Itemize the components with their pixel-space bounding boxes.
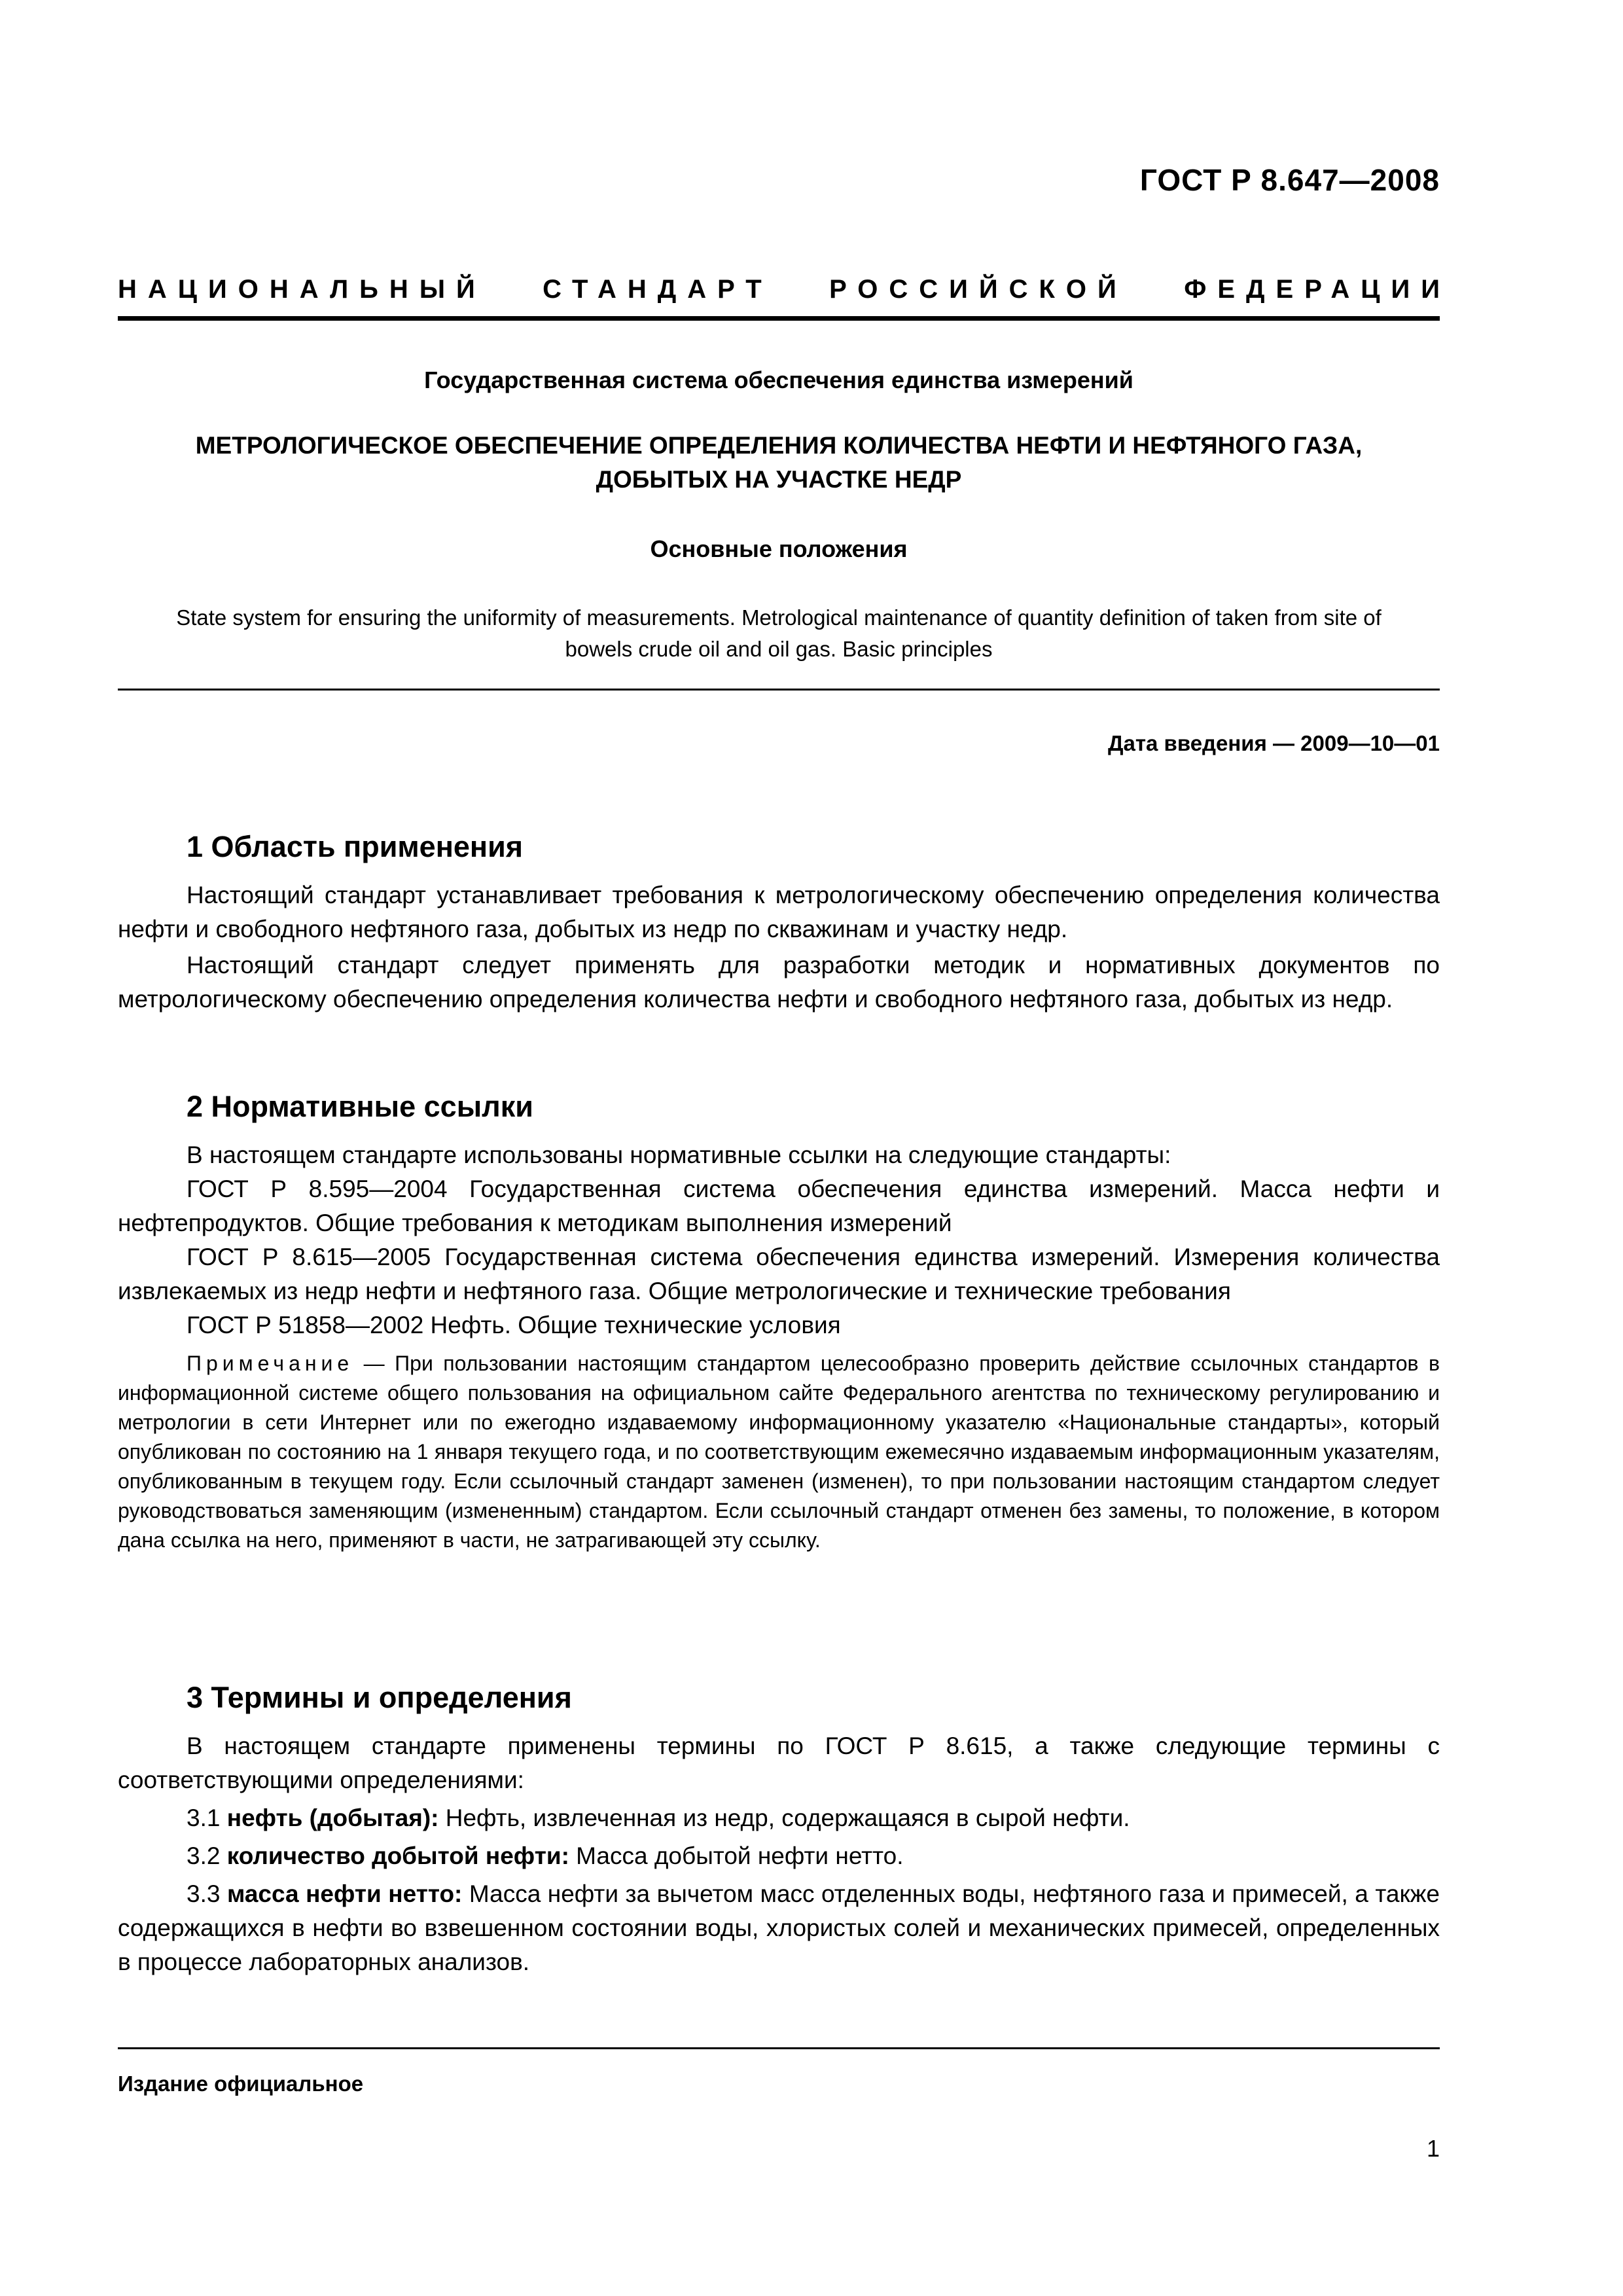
official-edition-label: Издание официальное [118,2072,364,2096]
term-number: 3.2 [187,1842,227,1869]
term-definition [118,1801,1440,1835]
national-standard-banner [118,275,1451,304]
national-word: РОССИЙСКОЙ [829,275,1128,304]
note-paragraph [118,1349,1440,1555]
paragraph: В настоящем стандарте использованы нормативные ссылки на следующие стандарты: [187,1141,1171,1168]
term-number: 3.1 [187,1804,227,1831]
section-terms [118,1681,1440,1979]
reference-item: ГОСТ Р 51858—2002 Нефть. Общие технические условия [187,1312,841,1338]
english-title: State system for ensuring the uniformity of measurements. Metrological maintenance of quantity definition of taken from site of bowels crude oil and oil gas. Basic principles [176,605,1382,661]
page-number: 1 [1426,2135,1440,2162]
term-name: количество добытой нефти: [226,1842,569,1869]
section-heading: 3 Термины и определения [187,1681,572,1714]
national-word: СТАНДАРТ [543,275,773,304]
reference-item: ГОСТ Р 8.595—2004 Государственная система обеспечения единства измерений. Масса нефти и нефтепродуктов. Общие требования к методикам выполнения измерений [118,1175,1440,1236]
standard-title: МЕТРОЛОГИЧЕСКОЕ ОБЕСПЕЧЕНИЕ ОПРЕДЕЛЕНИЯ КОЛИЧЕСТВА НЕФТИ И НЕФТЯНОГО ГАЗА, ДОБЫТЫХ НА УЧАСТКЕ НЕДР [195,432,1363,493]
paragraph: В настоящем стандарте применены термины по ГОСТ Р 8.615, а также следующие термины с соответствующими определениями: [118,1732,1440,1793]
section-normative-references [118,1090,1440,1555]
term-name: нефть (добытая): [226,1804,439,1831]
term-text: Масса добытой нефти нетто. [569,1842,904,1869]
paragraph: Настоящий стандарт следует применять для разработки методик и нормативных документов по метрологическому обеспечению определения количества нефти и свободного нефтяного газа, добытых из недр. [118,952,1440,1013]
section-heading: 1 Область применения [187,830,524,863]
term-name: масса нефти нетто: [226,1880,463,1907]
paragraph: Настоящий стандарт устанавливает требования к метрологическому обеспечению определения количества нефти и свободного нефтяного газа, добытых из недр по скважинам и участку недр. [118,882,1440,942]
reference-item: ГОСТ Р 8.615—2005 Государственная система обеспечения единства измерений. Измерения количества извлекаемых из недр нефти и нефтяного газа. Общие метрологические и технические требования [118,1244,1440,1304]
term-definition [118,1877,1440,1979]
footer-rule [118,2047,1440,2049]
national-word: НАЦИОНАЛЬНЫЙ [118,275,486,304]
document-designation: ГОСТ Р 8.647—2008 [1139,163,1440,197]
standard-subtitle: Основные положения [650,535,908,562]
title-rule [118,689,1440,691]
section-scope [118,830,1440,1016]
section-heading: 2 Нормативные ссылки [187,1090,533,1123]
term-definition [118,1839,1440,1873]
header-rule [118,316,1440,321]
introduction-date: Дата введения — 2009—10—01 [1108,731,1440,755]
term-text: Нефть, извлеченная из недр, содержащаяся в сырой нефти. [438,1804,1130,1831]
term-number: 3.3 [187,1880,227,1907]
system-title: Государственная система обеспечения единства измерений [424,367,1133,393]
term-text: Масса нефти за вычетом масс отделенных воды, нефтяного газа и примесей, а также содержащихся в нефти во взвешенном состоянии воды, хлористых солей и механических примесей, определенных в процессе лабораторных анализов. [118,1880,1440,1975]
national-word: ФЕДЕРАЦИИ [1184,275,1451,304]
note-label: Примечание [187,1352,354,1375]
note-text: — При пользовании настоящим стандартом целесообразно проверить действие ссылочных стандартов в информационной системе общего пользования на официальном сайте Федерального агентства по техническому регулированию и метрологии в сети Интернет или по ежегодно издаваемому информационному указателю «Национальные стандарты», который опубликован по состоянию на 1 января текущего года, и по соответствующим ежемесячно издаваемым информационным указателям, опубликованным в текущем году. Если ссылочный стандарт заменен (изменен), то при пользовании настоящим стандартом следует руководствоваться заменяющим (измененным) стандартом. Если ссылочный стандарт отменен без замены, то положение, в котором дана ссылка на него, применяют в части, не затрагивающей эту ссылку. [118,1352,1440,1552]
